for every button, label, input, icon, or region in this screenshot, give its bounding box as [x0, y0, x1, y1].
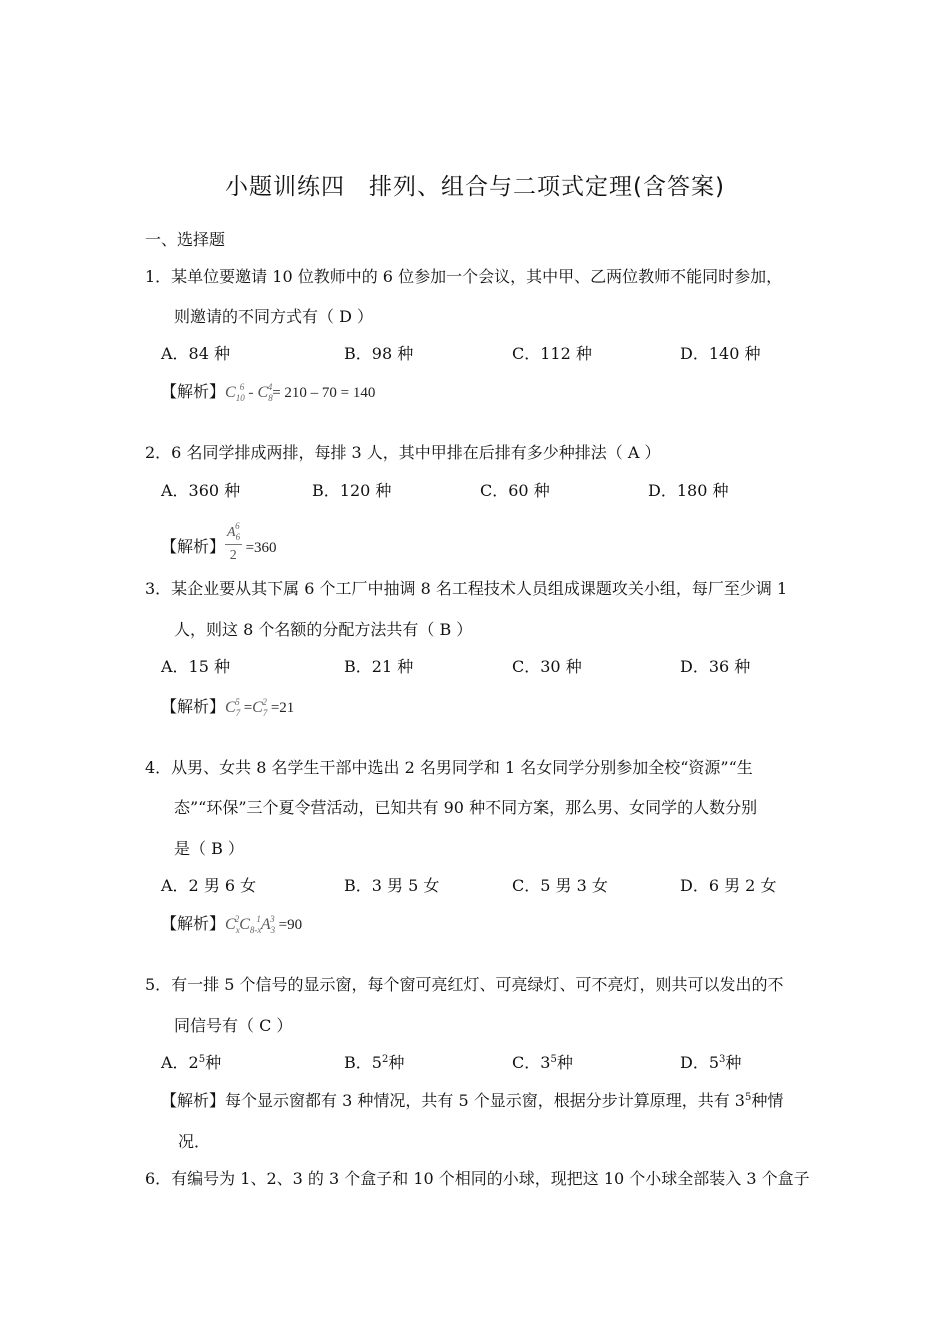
q4-stem-line1: 4．从男、女共 8 名学生干部中选出 2 名男同学和 1 名女同学分别参加全校“资源”“生 — [145, 758, 753, 777]
q3-option-d: D．36 种 — [680, 657, 751, 676]
q5-analysis-line1: 【解析】每个显示窗都有 3 种情况，共有 5 个显示窗，根据分步计算原理，共有 $3^5$种情 — [161, 1091, 784, 1110]
q4-option-d: D．6 男 2 女 — [680, 876, 777, 895]
q4-formula-result: =90 — [278, 917, 303, 933]
q3-option-a: A．15 种 — [161, 657, 231, 676]
section-heading: 一、选择题 — [145, 230, 226, 249]
q3-formula: $C_7^5 =C_7^2 =21$ — [225, 697, 295, 718]
q1-stem-line2: 则邀请的不同方式有（ D ） — [174, 307, 374, 326]
q4-option-b: B．3 男 5 女 — [344, 876, 440, 895]
q4-stem-line2: 态”“环保”三个夏令营活动，已知共有 90 种不同方案，那么男、女同学的人数分别 — [174, 798, 758, 817]
q3-option-b: B．21 种 — [344, 657, 414, 676]
q4-formula: $C_x^2C_{8-x}^1A_3^3 =90$ — [225, 914, 303, 935]
q1-stem-line1: 1．某单位要邀请 10 位教师中的 6 位参加一个会议，其中甲、乙两位教师不能同时参加， — [145, 267, 783, 286]
q2-formula: $\frac{A_6^6}{2}$ =360 — [227, 521, 277, 563]
q2-option-b: B．120 种 — [312, 481, 392, 500]
q1-option-b: B．98 种 — [344, 344, 414, 363]
q2-analysis — [161, 521, 277, 571]
page-title: 小题训练四 排列、组合与二项式定理(含答案) — [225, 174, 725, 200]
q3-analysis — [161, 696, 294, 720]
q4-analysis-label: 【解析】 — [161, 914, 226, 933]
q2-stem-line1: 2．6 名同学排成两排，每排 3 人，其中甲排在后排有多少种排法（ A ） — [145, 443, 661, 462]
q3-stem-line2: 人，则这 8 个名额的分配方法共有（ B ） — [174, 620, 473, 639]
q2-option-d: D．180 种 — [648, 481, 729, 500]
q1-option-c: C．112 种 — [512, 344, 592, 363]
q5-analysis-label: 【解析】 — [161, 1091, 226, 1110]
q5-analysis-line2: 况． — [178, 1132, 211, 1151]
q2-option-a: A．360 种 — [161, 481, 241, 500]
q5-option-d: D．$5^3$种 — [680, 1053, 742, 1072]
q4-stem-line3: 是（ B ） — [174, 839, 244, 858]
q1-analysis — [161, 381, 375, 405]
q5-stem-line1: 5．有一排 5 个信号的显示窗，每个窗可亮红灯、可亮绿灯、可不亮灯，则共可以发出的不 — [145, 975, 784, 994]
q5-option-c: C．$3^5$种 — [512, 1053, 573, 1072]
q4-analysis — [161, 913, 302, 937]
q4-option-a: A．2 男 6 女 — [161, 876, 257, 895]
q4-option-c: C．5 男 3 女 — [512, 876, 608, 895]
q1-option-a: A．84 种 — [161, 344, 231, 363]
q1-formula-result: = 210 – 70 = 140 — [272, 385, 376, 401]
q3-formula-result: =21 — [270, 700, 295, 716]
q5-option-b: B．$5^2$种 — [344, 1053, 405, 1072]
q6-stem-line1: 6．有编号为 1、2、3 的 3 个盒子和 10 个相同的小球，现把这 10 个小球全部装入 3 个盒子 — [145, 1169, 810, 1188]
q3-stem-line1: 3．某企业要从其下属 6 个工厂中抽调 8 名工程技术人员组成课题攻关小组，每厂至少调 1 — [145, 579, 788, 598]
q2-option-c: C．60 种 — [480, 481, 550, 500]
q1-formula: $C_{10}^6 - C_8^4= 210 - 70 = 140$ — [225, 382, 376, 403]
q2-analysis-label: 【解析】 — [161, 537, 226, 557]
q5-stem-line2: 同信号有（ C ） — [174, 1016, 293, 1035]
q2-formula-result: =360 — [245, 540, 277, 557]
q3-option-c: C．30 种 — [512, 657, 582, 676]
q1-analysis-label: 【解析】 — [161, 382, 226, 401]
q3-analysis-label: 【解析】 — [161, 697, 226, 716]
q1-option-d: D．140 种 — [680, 344, 761, 363]
q5-option-a: A．$2^5$种 — [161, 1053, 222, 1072]
